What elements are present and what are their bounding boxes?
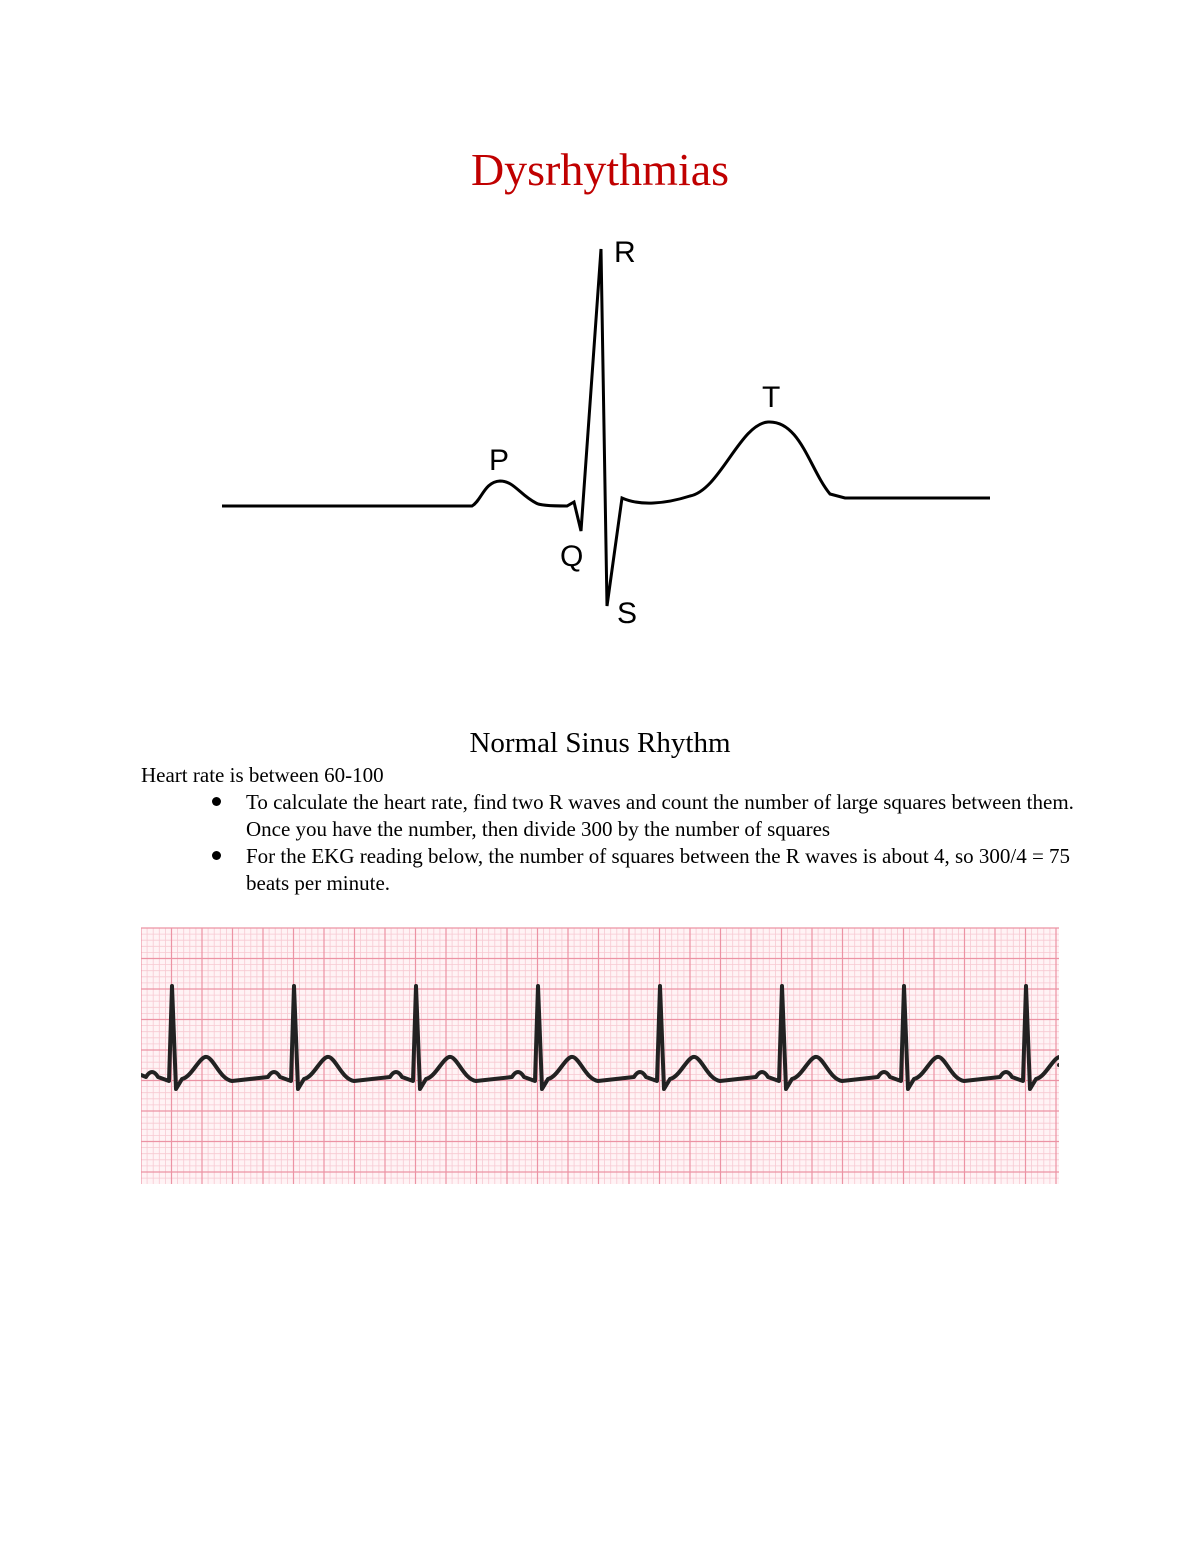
t-wave-label: T [762, 381, 781, 414]
r-wave-label: R [614, 236, 636, 269]
bullet-icon [212, 851, 221, 860]
q-wave-label: Q [560, 540, 584, 573]
document-title: Dysrhythmias [470, 144, 730, 195]
list-item-text: To calculate the heart rate, find two R waves and count the number of large squares between them. Once you have the number, then divide 300 by the number of squares [246, 790, 1074, 841]
list-item-text: For the EKG reading below, the number of squares between the R waves is about 4, so 300/4 = 75 beats per minute. [246, 844, 1071, 895]
list-item [212, 789, 1092, 843]
section-heading: Normal Sinus Rhythm [469, 727, 731, 759]
p-wave-label: P [489, 444, 510, 477]
heart-rate-range-text: Heart rate is between 60-100 [141, 763, 384, 787]
s-wave-label: S [617, 597, 638, 630]
instruction-list [212, 789, 1092, 897]
ekg-rhythm-strip [141, 918, 1059, 1190]
bullet-icon [212, 797, 221, 806]
pqrst-waveform-diagram [210, 232, 1000, 632]
pqrst-waveform-trace [222, 249, 990, 606]
list-item [212, 843, 1092, 897]
